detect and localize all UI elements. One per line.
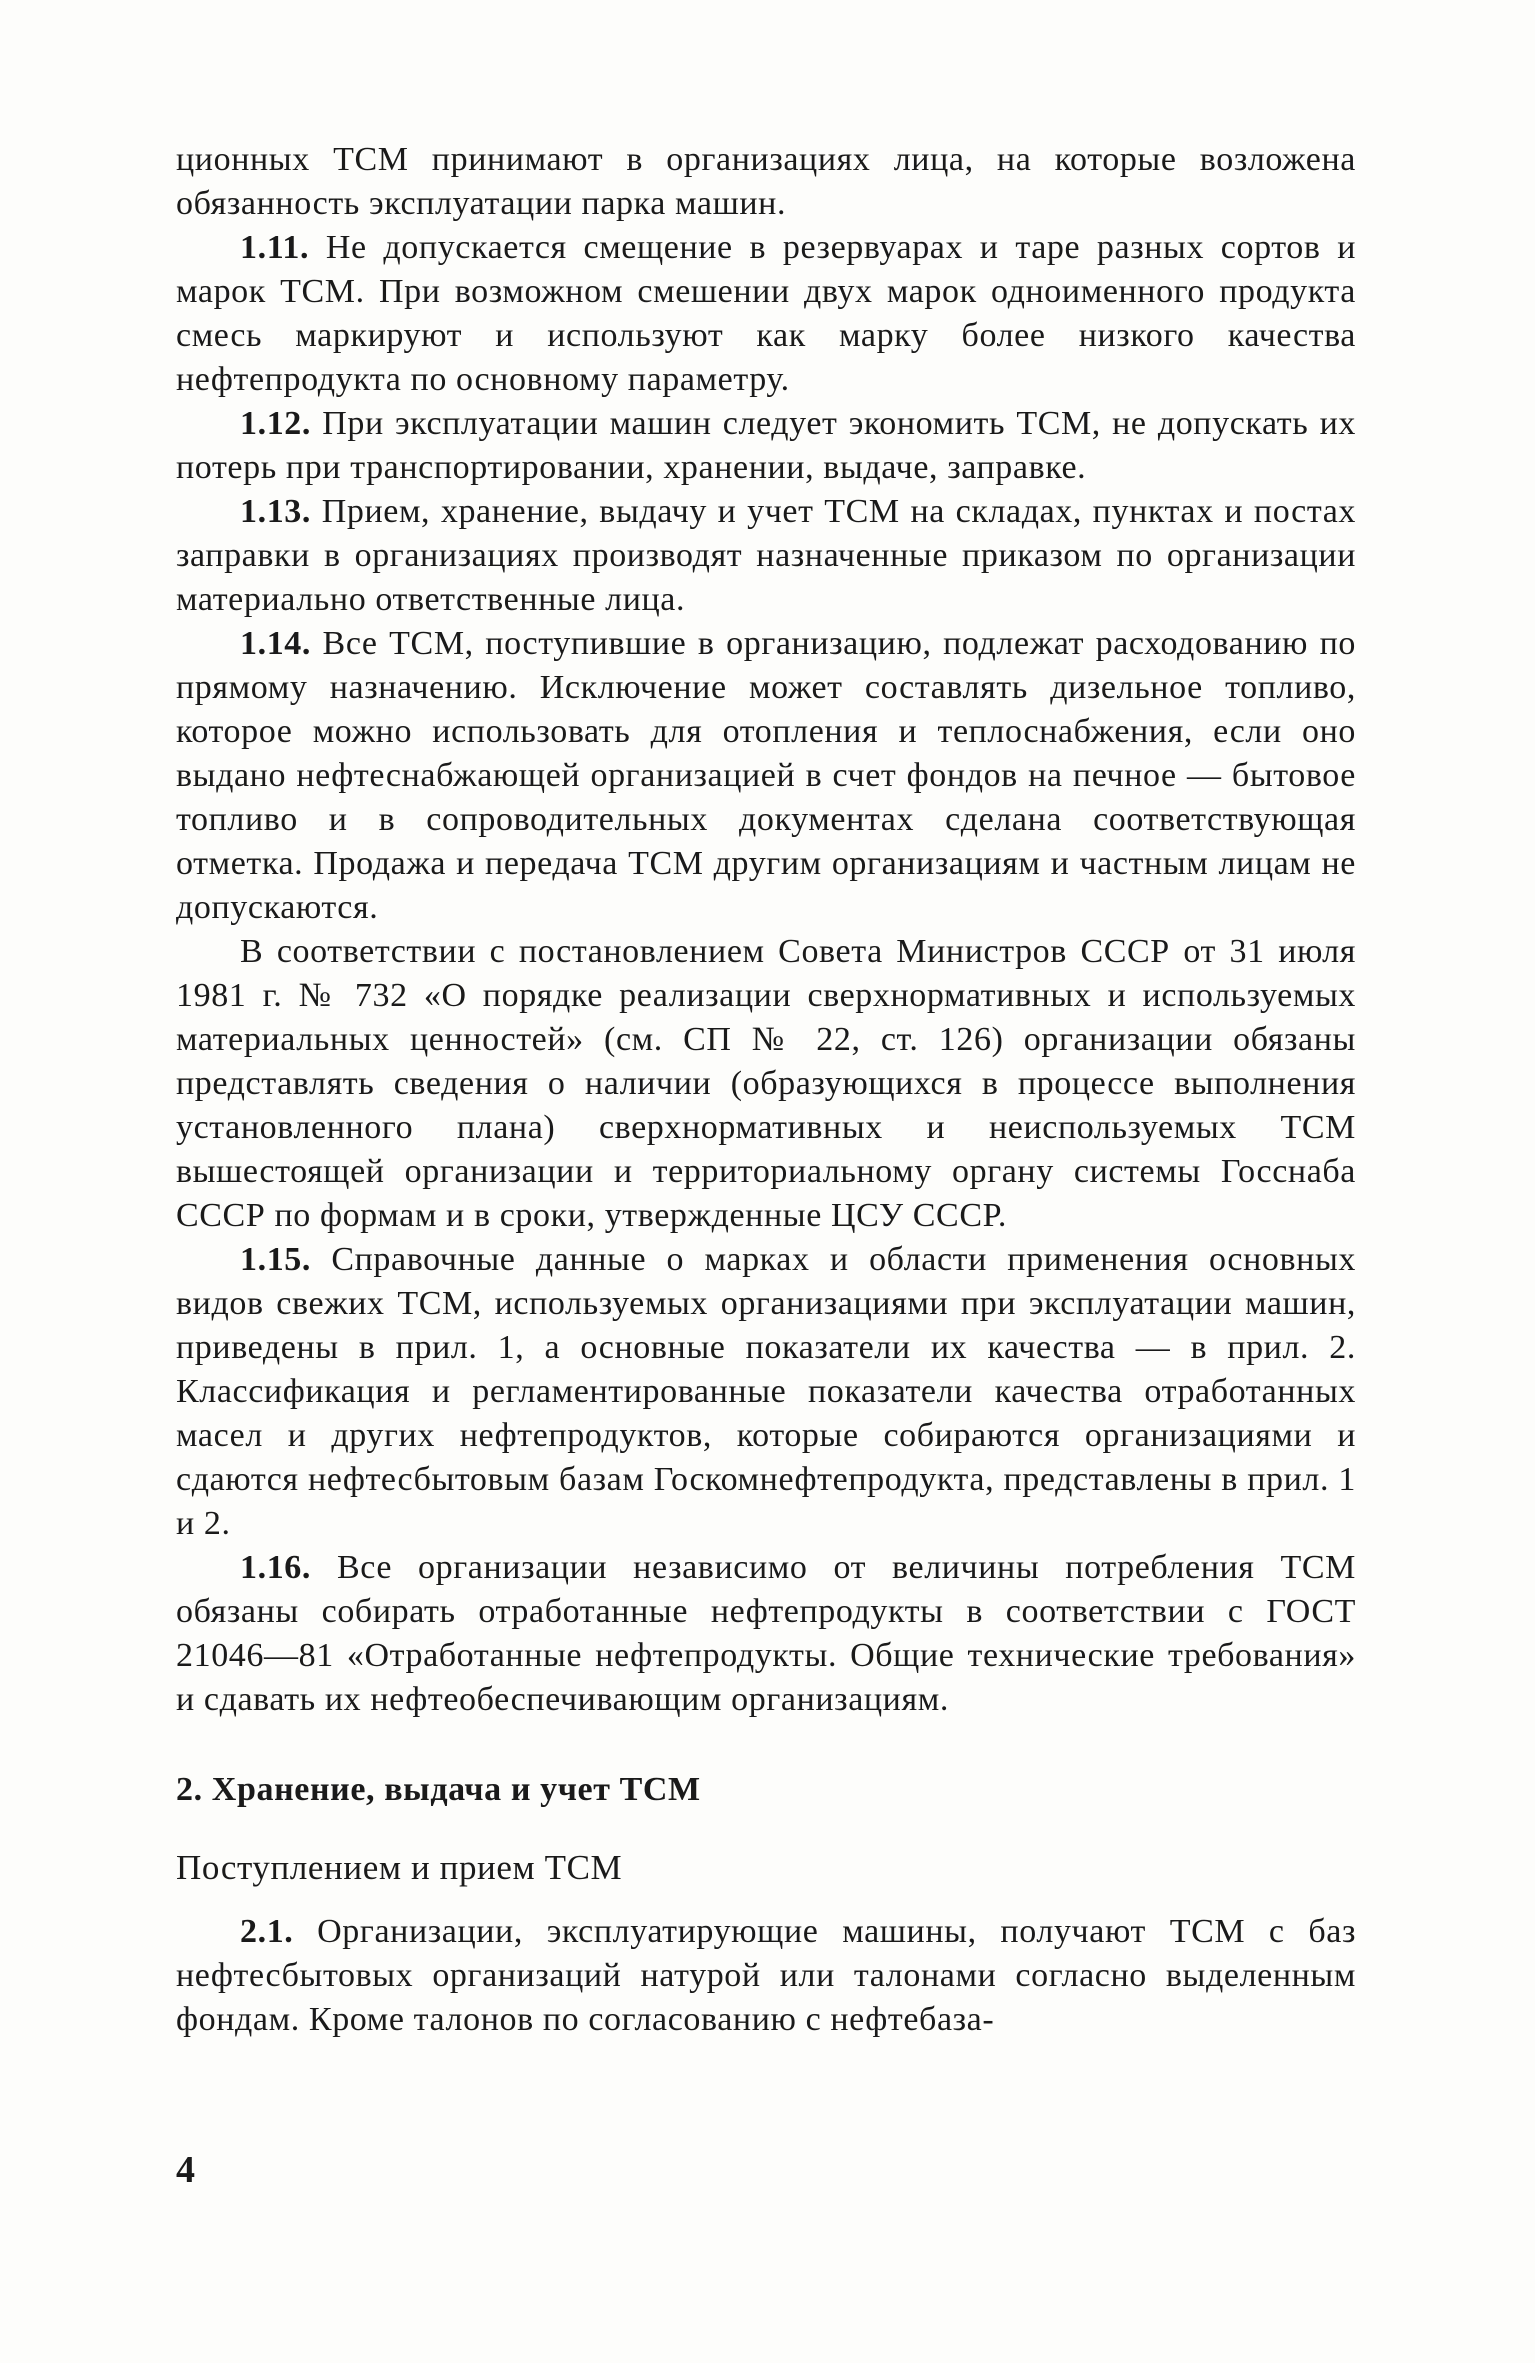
paragraph-1-14: 1.14. Все ТСМ, поступившие в организацию, подлежат расходованию по прямому назначению. Исключение может составлять дизельное топливо, которое можно использовать для отопления и теплоснабжения, если оно выдано нефтеснабжающей организацией в счет фондов на печное — бытовое топливо и в сопроводительных документах сделана соответствующая отметка. Продажа и передача ТСМ другим организациям и частным лицам не допускаются. bbox=[176, 625, 1356, 926]
clause-number: 1.13. bbox=[240, 493, 311, 530]
paragraph-2-1: 2.1. Организации, эксплуатирующие машины, получают ТСМ с баз нефтесбытовых организаций натурой или талонами согласно выделенным фондам. Кроме талонов по согласованию с нефтебаза- bbox=[176, 1913, 1356, 2038]
clause-number: 1.16. bbox=[240, 1549, 311, 1586]
paragraph-1-13: 1.13. Прием, хранение, выдачу и учет ТСМ на складах, пунктах и постах заправки в организациях производят назначенные приказом по организации материально ответственные лица. bbox=[176, 493, 1356, 618]
body-text bbox=[176, 138, 1356, 2042]
paragraph-1-16: 1.16. Все организации независимо от величины потребления ТСМ обязаны собирать отработанные нефтепродукты в соответствии с ГОСТ 21046—81 «Отработанные нефтепродукты. Общие технические требования» и сдавать их нефтеобеспечивающим организациям. bbox=[176, 1549, 1356, 1718]
paragraph-1-15: 1.15. Справочные данные о марках и области применения основных видов свежих ТСМ, используемых организациями при эксплуатации машин, приведены в прил. 1, а основные показатели их качества — в прил. 2. Классификация и регламентированные показатели качества отработанных масел и других нефтепродуктов, которые собираются организациями и сдаются нефтесбытовым базам Госкомнефтепродукта, представлены в прил. 1 и 2. bbox=[176, 1241, 1356, 1542]
clause-number: 2.1. bbox=[240, 1913, 294, 1950]
paragraph-1-11: 1.11. Не допускается смещение в резервуарах и таре разных сортов и марок ТСМ. При возможном смешении двух марок одноименного продукта смесь маркируют и используют как марку более низкого качества нефтепродукта по основному параметру. bbox=[176, 229, 1356, 398]
clause-number: 1.15. bbox=[240, 1241, 311, 1278]
subsection-title: Поступлением и прием ТСМ bbox=[176, 1848, 623, 1887]
paragraph-continuation: ционных ТСМ принимают в организациях лица, на которые возложена обязанность эксплуатации парка машин. bbox=[176, 141, 1356, 222]
clause-number: 1.11. bbox=[240, 229, 310, 266]
clause-number: 1.14. bbox=[240, 625, 311, 662]
section-title: 2. Хранение, выдача и учет ТСМ bbox=[176, 1771, 701, 1808]
clause-number: 1.12. bbox=[240, 405, 311, 442]
page-number: 4 bbox=[176, 2149, 195, 2191]
paragraph-resolution: В соответствии с постановлением Совета Министров СССР от 31 июля 1981 г. № 732 «О порядке реализации сверхнормативных и используемых материальных ценностей» (см. СП № 22, ст. 126) организации обязаны представлять сведения о наличии (образующихся в процессе выполнения установленного плана) сверхнормативных и неиспользуемых ТСМ вышестоящей организации и территориальному органу системы Госснаба СССР по формам и в сроки, утвержденные ЦСУ СССР. bbox=[176, 933, 1356, 1234]
paragraph-1-12: 1.12. При эксплуатации машин следует экономить ТСМ, не допускать их потерь при транспортировании, хранении, выдаче, заправке. bbox=[176, 405, 1356, 486]
